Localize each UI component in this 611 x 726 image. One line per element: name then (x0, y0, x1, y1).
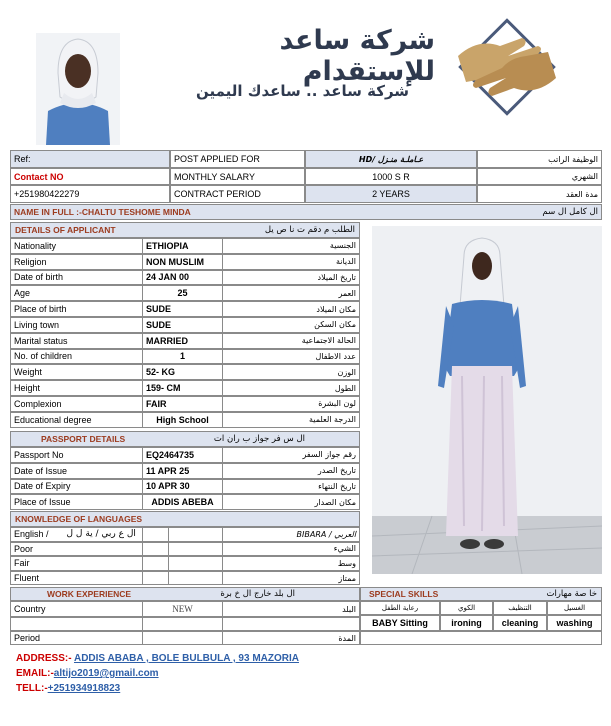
contract-label: CONTRACT PERIOD (170, 185, 305, 203)
language-level-ar: العربي / BIBARA (296, 529, 356, 539)
detail-label-ar: مكان الميلاد (222, 301, 360, 317)
work-period-value (142, 631, 222, 645)
passport-label: Place of Issue (10, 494, 142, 510)
passport-title-ar: ال س فر جواز ب ران ات (213, 434, 305, 444)
work-blank (10, 617, 142, 631)
language-level-ar: وسط (337, 558, 356, 568)
ref-label: Ref: (10, 150, 170, 168)
skill-label-ar: التنظيف (493, 601, 547, 615)
detail-label: No. of children (10, 349, 142, 365)
company-name-ar: شركة ساعد للإستقدام (279, 25, 435, 87)
work-title-ar: ال بلد خارج ال خ برة (220, 589, 295, 599)
passport-section-title (10, 431, 360, 447)
full-name-row (10, 204, 602, 220)
language-level: Fair (14, 558, 30, 569)
detail-label-ar: الدرجة العلمية (222, 412, 360, 428)
detail-value: NON MUSLIM (142, 254, 222, 270)
address-line (16, 653, 299, 664)
detail-value: 1 (142, 349, 222, 365)
language-check-spacer (168, 542, 222, 557)
english-label-ar: ال ع ربي / ية ل ل (66, 529, 136, 540)
detail-value: 25 (142, 285, 222, 301)
language-label-ar (222, 542, 360, 557)
language-check-spacer (168, 556, 222, 571)
passport-label-ar: رقم جواز السفر (222, 447, 360, 463)
skill-label: ironing (440, 615, 493, 631)
language-check-en (142, 527, 168, 542)
passport-label: Date of Expiry (10, 479, 142, 495)
full-name-ar: ال كامل ال سم (542, 207, 598, 217)
language-label (10, 571, 142, 586)
company-logo (448, 16, 566, 136)
work-period-label: Period (10, 631, 142, 645)
address-label: ADDRESS:- (16, 653, 72, 664)
skill-label-ar: الغسيل (547, 601, 602, 615)
work-country-ar: البلد (222, 601, 360, 617)
detail-label: Religion (10, 254, 142, 270)
skills-blank-row (360, 631, 602, 645)
work-country-label: Country (10, 601, 142, 617)
detail-label-ar: الوزن (222, 364, 360, 380)
detail-label-ar: الطول (222, 380, 360, 396)
work-period-ar: المدة (222, 631, 360, 645)
company-slogan-ar: شركة ساعد .. ساعدك اليمين (195, 82, 410, 100)
address-value: ADDIS ABABA , BOLE BULBULA , 93 MAZORIA (73, 653, 299, 664)
passport-value: 10 APR 30 (142, 479, 222, 495)
detail-label-ar: الديانة (222, 254, 360, 270)
work-country-value: NEW (142, 601, 222, 617)
detail-value: 24 JAN 00 (142, 270, 222, 286)
passport-value: ADDIS ABEBA (142, 494, 222, 510)
passport-value: 11 APR 25 (142, 463, 222, 479)
language-label (10, 527, 142, 542)
work-blank-ar (222, 617, 360, 631)
salary-label: MONTHLY SALARY (170, 168, 305, 185)
language-check-spacer (168, 527, 222, 542)
skill-label: BABY Sitting (360, 615, 440, 631)
skills-title-ar: خا صة مهارات (546, 589, 597, 599)
detail-label: Nationality (10, 238, 142, 254)
tell-line (16, 683, 120, 694)
contract-label-ar: مدة العقد (477, 185, 602, 203)
detail-label: Age (10, 285, 142, 301)
passport-label: Passport No (10, 447, 142, 463)
details-title-ar: الطلب م دقم ت نا ص يل (264, 225, 355, 235)
salary-label-ar: الشهري (477, 168, 602, 185)
detail-label: Place of birth (10, 301, 142, 317)
detail-label-ar: لون البشرة (222, 396, 360, 412)
passport-label-ar: مكان الصدار (222, 494, 360, 510)
work-blank-value (142, 617, 222, 631)
passport-label-ar: تاريخ الصدر (222, 463, 360, 479)
detail-value: 52- KG (142, 364, 222, 380)
email-line (16, 668, 159, 679)
language-label-ar (222, 527, 360, 542)
portrait-photo (36, 33, 120, 145)
detail-label: Educational degree (10, 412, 142, 428)
detail-value: FAIR (142, 396, 222, 412)
detail-label-ar: عدد الاطفال (222, 349, 360, 365)
salary-value: 1000 S R (305, 168, 477, 185)
work-title: WORK EXPERIENCE (47, 589, 132, 599)
language-label (10, 556, 142, 571)
email-link[interactable]: altijo2019@gmail.com (53, 668, 159, 679)
detail-label: Living town (10, 317, 142, 333)
detail-label: Weight (10, 364, 142, 380)
post-value: HD/ عـاملـة منـزل (305, 150, 477, 168)
tell-link[interactable]: +251934918823 (47, 683, 121, 694)
detail-label-ar: الجنسية (222, 238, 360, 254)
detail-label: Complexion (10, 396, 142, 412)
language-level: English / (14, 529, 49, 540)
tell-label: TELL:- (16, 683, 48, 694)
language-level-ar: ممتاز (338, 573, 356, 583)
detail-label: Date of birth (10, 270, 142, 286)
helping-hands-icon (448, 16, 566, 136)
language-label (10, 542, 142, 557)
language-check-en (142, 571, 168, 586)
contact-label: Contact NO (10, 168, 170, 185)
language-check-spacer (168, 571, 222, 586)
contract-value: 2 YEARS (305, 185, 477, 203)
detail-value: MARRIED (142, 333, 222, 349)
language-level-ar: الشيء (333, 544, 356, 554)
contact-number: +251980422279 (10, 185, 170, 203)
detail-label-ar: تاريخ الميلاد (222, 270, 360, 286)
post-label: POST APPLIED FOR (170, 150, 305, 168)
passport-title: PASSPORT DETAILS (41, 434, 126, 444)
detail-label-ar: الحالة الاجتماعية (222, 333, 360, 349)
detail-label: Marital status (10, 333, 142, 349)
skill-label-ar: الكوي (440, 601, 493, 615)
skill-label-ar: رعاية الطفل (360, 601, 440, 615)
language-check-en (142, 556, 168, 571)
detail-label-ar: العمر (222, 285, 360, 301)
detail-value: 159- CM (142, 380, 222, 396)
passport-label: Date of Issue (10, 463, 142, 479)
portrait-image (36, 33, 120, 145)
language-label-ar (222, 556, 360, 571)
detail-value: SUDE (142, 301, 222, 317)
full-body-photo (372, 226, 602, 574)
skills-section-title (360, 587, 602, 601)
details-section-title (10, 222, 360, 238)
full-body-image (372, 226, 602, 574)
detail-label-ar: مكان السكن (222, 317, 360, 333)
detail-value: SUDE (142, 317, 222, 333)
detail-value: ETHIOPIA (142, 238, 222, 254)
details-title: DETAILS OF APPLICANT (15, 225, 116, 235)
work-section-title (10, 587, 360, 601)
skill-label: washing (547, 615, 602, 631)
detail-label: Height (10, 380, 142, 396)
post-label-ar: الوظيفة الراتب (477, 150, 602, 168)
language-label-ar (222, 571, 360, 586)
language-check-en (142, 542, 168, 557)
skills-title: SPECIAL SKILLS (369, 589, 439, 599)
languages-section-title: KNOWLEDGE OF LANGUAGES (10, 511, 360, 527)
language-level: Fluent (14, 573, 40, 584)
skill-label: cleaning (493, 615, 547, 631)
passport-label-ar: تاريخ النتهاء (222, 479, 360, 495)
detail-value: High School (142, 412, 222, 428)
email-label: EMAIL:- (16, 668, 54, 679)
full-name: NAME IN FULL :-CHALTU TESHOME MINDA (14, 207, 191, 217)
language-level: Poor (14, 543, 34, 554)
passport-value: EQ2464735 (142, 447, 222, 463)
